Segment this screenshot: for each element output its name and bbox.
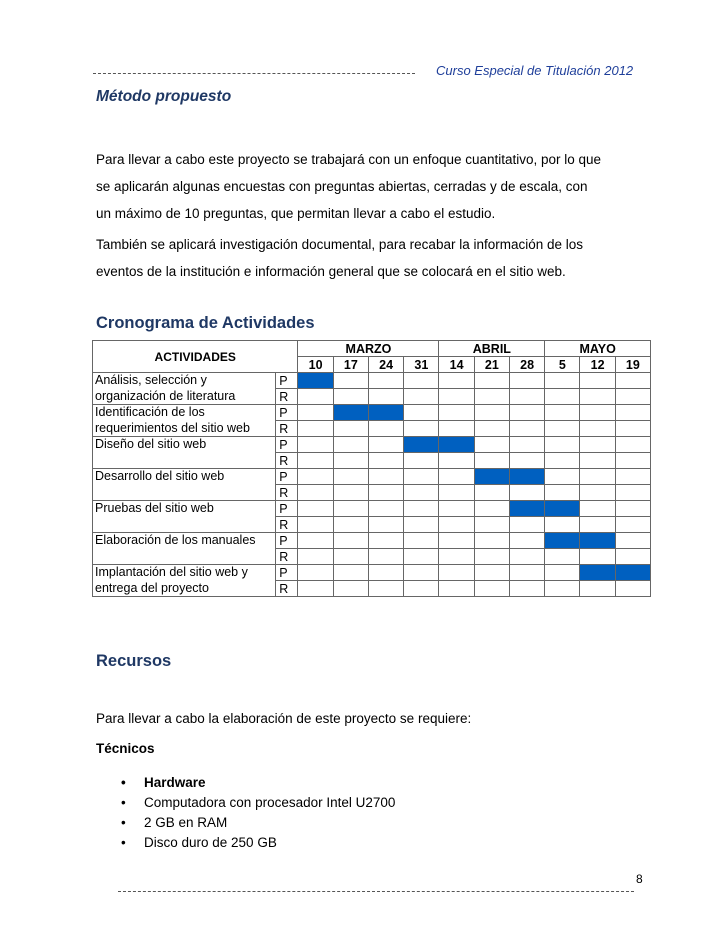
activity-label: Identificación de los (93, 405, 276, 421)
gantt-row-r (93, 517, 651, 533)
section-heading-recursos: Recursos (96, 652, 172, 670)
gantt-cell (333, 389, 368, 405)
activity-label: organización de literatura (93, 389, 276, 405)
gantt-cell (368, 485, 403, 501)
gantt-cell (298, 421, 333, 437)
gantt-cell (298, 581, 333, 597)
gantt-cell (333, 533, 368, 549)
gantt-row-r (93, 453, 651, 469)
gantt-cell (474, 581, 509, 597)
gantt-cell (298, 389, 333, 405)
recursos-subheading: Técnicos (96, 741, 155, 756)
gantt-bar (333, 405, 368, 421)
gantt-row-r (93, 581, 651, 597)
activity-label: Diseño del sitio web (93, 437, 276, 453)
gantt-cell (368, 421, 403, 437)
gantt-cell (545, 469, 580, 485)
real-marker: R (276, 549, 298, 565)
gantt-row-p (93, 405, 651, 421)
gantt-cell (333, 581, 368, 597)
gantt-cell (545, 581, 580, 597)
gantt-cell (439, 517, 474, 533)
gantt-cell (333, 501, 368, 517)
gantt-cell (580, 453, 615, 469)
gantt-cell (615, 405, 650, 421)
section-heading-metodo: Método propuesto (96, 88, 232, 105)
gantt-cell (509, 453, 544, 469)
gantt-cell (545, 421, 580, 437)
gantt-cell (509, 485, 544, 501)
real-marker: R (276, 517, 298, 533)
gantt-cell (474, 421, 509, 437)
activity-label: entrega del proyecto (93, 581, 276, 597)
gantt-cell (404, 549, 439, 565)
recursos-intro: Para llevar a cabo la elaboración de este proyecto se requiere: (96, 711, 472, 726)
recursos-list (96, 773, 395, 853)
gantt-cell (368, 373, 403, 389)
gantt-cell (580, 373, 615, 389)
gantt-table (92, 340, 651, 597)
gantt-row-p (93, 469, 651, 485)
gantt-cell (333, 549, 368, 565)
gantt-cell (580, 485, 615, 501)
header-title: Curso Especial de Titulación 2012 (436, 63, 634, 78)
gantt-cell (333, 517, 368, 533)
gantt-cell (404, 469, 439, 485)
gantt-row-p (93, 373, 651, 389)
gantt-bar (404, 437, 439, 453)
gantt-cell (404, 421, 439, 437)
activity-label: Elaboración de los manuales (93, 533, 276, 549)
gantt-cell (333, 565, 368, 581)
gantt-cell (615, 533, 650, 549)
gantt-row-p (93, 437, 651, 453)
gantt-cell (615, 581, 650, 597)
week-header: 19 (615, 357, 650, 373)
gantt-bar (615, 565, 650, 581)
gantt-cell (509, 565, 544, 581)
gantt-row-r (93, 389, 651, 405)
activity-label (93, 549, 276, 565)
gantt-row-p (93, 565, 651, 581)
week-header: 21 (474, 357, 509, 373)
gantt-cell (404, 485, 439, 501)
gantt-cell (298, 453, 333, 469)
gantt-cell (474, 549, 509, 565)
gantt-cell (404, 581, 439, 597)
gantt-cell (580, 421, 615, 437)
gantt-cell (333, 437, 368, 453)
gantt-cell (474, 565, 509, 581)
planned-marker: P (276, 533, 298, 549)
gantt-cell (404, 533, 439, 549)
gantt-bar (509, 501, 544, 517)
paragraph-line: un máximo de 10 preguntas, que permitan llevar a cabo el estudio. (96, 206, 496, 221)
gantt-cell (474, 389, 509, 405)
gantt-cell (545, 565, 580, 581)
gantt-cell (509, 405, 544, 421)
week-header: 17 (333, 357, 368, 373)
paragraph-metodo-2 (96, 231, 644, 285)
gantt-cell (404, 389, 439, 405)
gantt-cell (439, 501, 474, 517)
real-marker: R (276, 581, 298, 597)
gantt-cell (368, 437, 403, 453)
gantt-row-p (93, 533, 651, 549)
gantt-cell (545, 517, 580, 533)
gantt-cell (580, 549, 615, 565)
week-header: 12 (580, 357, 615, 373)
gantt-cell (545, 373, 580, 389)
gantt-cell (509, 549, 544, 565)
gantt-cell (509, 517, 544, 533)
gantt-bar (368, 405, 403, 421)
gantt-cell (580, 389, 615, 405)
gantt-cell (615, 437, 650, 453)
gantt-cell (439, 373, 474, 389)
gantt-cell (439, 405, 474, 421)
gantt-row-r (93, 485, 651, 501)
gantt-cell (509, 389, 544, 405)
gantt-cell (580, 581, 615, 597)
gantt-cell (404, 373, 439, 389)
gantt-cell (509, 421, 544, 437)
gantt-cell (545, 485, 580, 501)
gantt-cell (615, 453, 650, 469)
gantt-cell (298, 437, 333, 453)
real-marker: R (276, 421, 298, 437)
gantt-cell (298, 565, 333, 581)
week-header: 14 (439, 357, 474, 373)
gantt-cell (439, 565, 474, 581)
gantt-cell (545, 405, 580, 421)
gantt-cell (298, 533, 333, 549)
gantt-cell (298, 501, 333, 517)
gantt-cell (333, 469, 368, 485)
gantt-cell (333, 421, 368, 437)
gantt-cell (474, 453, 509, 469)
gantt-cell (368, 533, 403, 549)
activity-label: Desarrollo del sitio web (93, 469, 276, 485)
week-header: 5 (545, 357, 580, 373)
gantt-cell (615, 501, 650, 517)
planned-marker: P (276, 565, 298, 581)
section-heading-cronograma: Cronograma de Actividades (96, 314, 315, 332)
activity-label: Análisis, selección y (93, 373, 276, 389)
gantt-cell (368, 453, 403, 469)
gantt-bar (439, 437, 474, 453)
gantt-cell (439, 485, 474, 501)
gantt-bar (580, 565, 615, 581)
gantt-cell (615, 389, 650, 405)
gantt-row-r (93, 549, 651, 565)
activity-label: requerimientos del sitio web (93, 421, 276, 437)
list-item: • Computadora con procesador Intel U2700 (96, 793, 395, 813)
gantt-cell (580, 405, 615, 421)
gantt-cell (368, 389, 403, 405)
gantt-bar (474, 469, 509, 485)
gantt-cell (509, 373, 544, 389)
gantt-cell (474, 517, 509, 533)
activity-label (93, 453, 276, 469)
gantt-cell (615, 549, 650, 565)
gantt-row-r (93, 421, 651, 437)
gantt-row-p (93, 501, 651, 517)
gantt-cell (333, 485, 368, 501)
gantt-bar (545, 533, 580, 549)
gantt-cell (404, 501, 439, 517)
gantt-cell (298, 469, 333, 485)
planned-marker: P (276, 469, 298, 485)
gantt-cell (439, 421, 474, 437)
gantt-cell (580, 517, 615, 533)
activity-label: Pruebas del sitio web (93, 501, 276, 517)
gantt-cell (404, 565, 439, 581)
gantt-cell (580, 469, 615, 485)
planned-marker: P (276, 373, 298, 389)
week-header: 31 (404, 357, 439, 373)
gantt-cell (368, 549, 403, 565)
gantt-cell (474, 501, 509, 517)
gantt-month-row (93, 341, 651, 357)
gantt-cell (474, 485, 509, 501)
week-header: 10 (298, 357, 333, 373)
paragraph-line: se aplicarán algunas encuestas con preguntas abiertas, cerradas y de escala, con (96, 179, 588, 194)
gantt-cell (368, 565, 403, 581)
gantt-cell (615, 485, 650, 501)
gantt-cell (333, 453, 368, 469)
month-header: MAYO (545, 341, 651, 357)
real-marker: R (276, 485, 298, 501)
activity-label: Implantación del sitio web y (93, 565, 276, 581)
gantt-cell (509, 533, 544, 549)
gantt-cell (474, 405, 509, 421)
gantt-cell (439, 581, 474, 597)
activity-label (93, 517, 276, 533)
gantt-cell (298, 549, 333, 565)
gantt-cell (368, 501, 403, 517)
gantt-cell (509, 581, 544, 597)
paragraph-line: También se aplicará investigación documental, para recabar la información de los (96, 237, 584, 252)
gantt-cell (404, 517, 439, 533)
activity-label (93, 485, 276, 501)
gantt-cell (439, 533, 474, 549)
gantt-bar (545, 501, 580, 517)
gantt-cell (298, 485, 333, 501)
gantt-cell (439, 453, 474, 469)
activities-header: ACTIVIDADES (93, 341, 298, 373)
gantt-cell (298, 405, 333, 421)
gantt-cell (368, 581, 403, 597)
list-item: • Hardware (96, 773, 395, 793)
gantt-cell (404, 453, 439, 469)
gantt-cell (333, 373, 368, 389)
gantt-cell (580, 501, 615, 517)
gantt-cell (545, 549, 580, 565)
gantt-cell (474, 437, 509, 453)
gantt-bar (509, 469, 544, 485)
gantt-cell (474, 373, 509, 389)
list-item: • 2 GB en RAM (96, 813, 395, 833)
gantt-cell (545, 453, 580, 469)
gantt-cell (509, 437, 544, 453)
gantt-cell (368, 517, 403, 533)
planned-marker: P (276, 437, 298, 453)
month-header: ABRIL (439, 341, 545, 357)
gantt-cell (615, 421, 650, 437)
gantt-cell (368, 469, 403, 485)
real-marker: R (276, 389, 298, 405)
gantt-cell (615, 469, 650, 485)
gantt-bar (580, 533, 615, 549)
gantt-cell (439, 469, 474, 485)
gantt-cell (545, 389, 580, 405)
gantt-cell (298, 517, 333, 533)
real-marker: R (276, 453, 298, 469)
header-divider (93, 73, 415, 74)
gantt-cell (615, 517, 650, 533)
page-number: 8 (636, 872, 643, 886)
week-header: 24 (368, 357, 403, 373)
week-header: 28 (509, 357, 544, 373)
paragraph-line: eventos de la institución e información general que se colocará en el sitio web. (96, 264, 566, 279)
gantt-cell (580, 437, 615, 453)
gantt-cell (439, 389, 474, 405)
gantt-bar (298, 373, 333, 389)
month-header: MARZO (298, 341, 439, 357)
gantt-cell (545, 437, 580, 453)
gantt-cell (474, 533, 509, 549)
footer-divider (118, 891, 634, 892)
list-item: • Disco duro de 250 GB (96, 833, 395, 853)
gantt-cell (615, 373, 650, 389)
paragraph-line: Para llevar a cabo este proyecto se trabajará con un enfoque cuantitativo, por lo que (96, 152, 602, 167)
gantt-cell (439, 549, 474, 565)
gantt-cell (404, 405, 439, 421)
paragraph-metodo-1 (96, 146, 644, 227)
planned-marker: P (276, 405, 298, 421)
planned-marker: P (276, 501, 298, 517)
